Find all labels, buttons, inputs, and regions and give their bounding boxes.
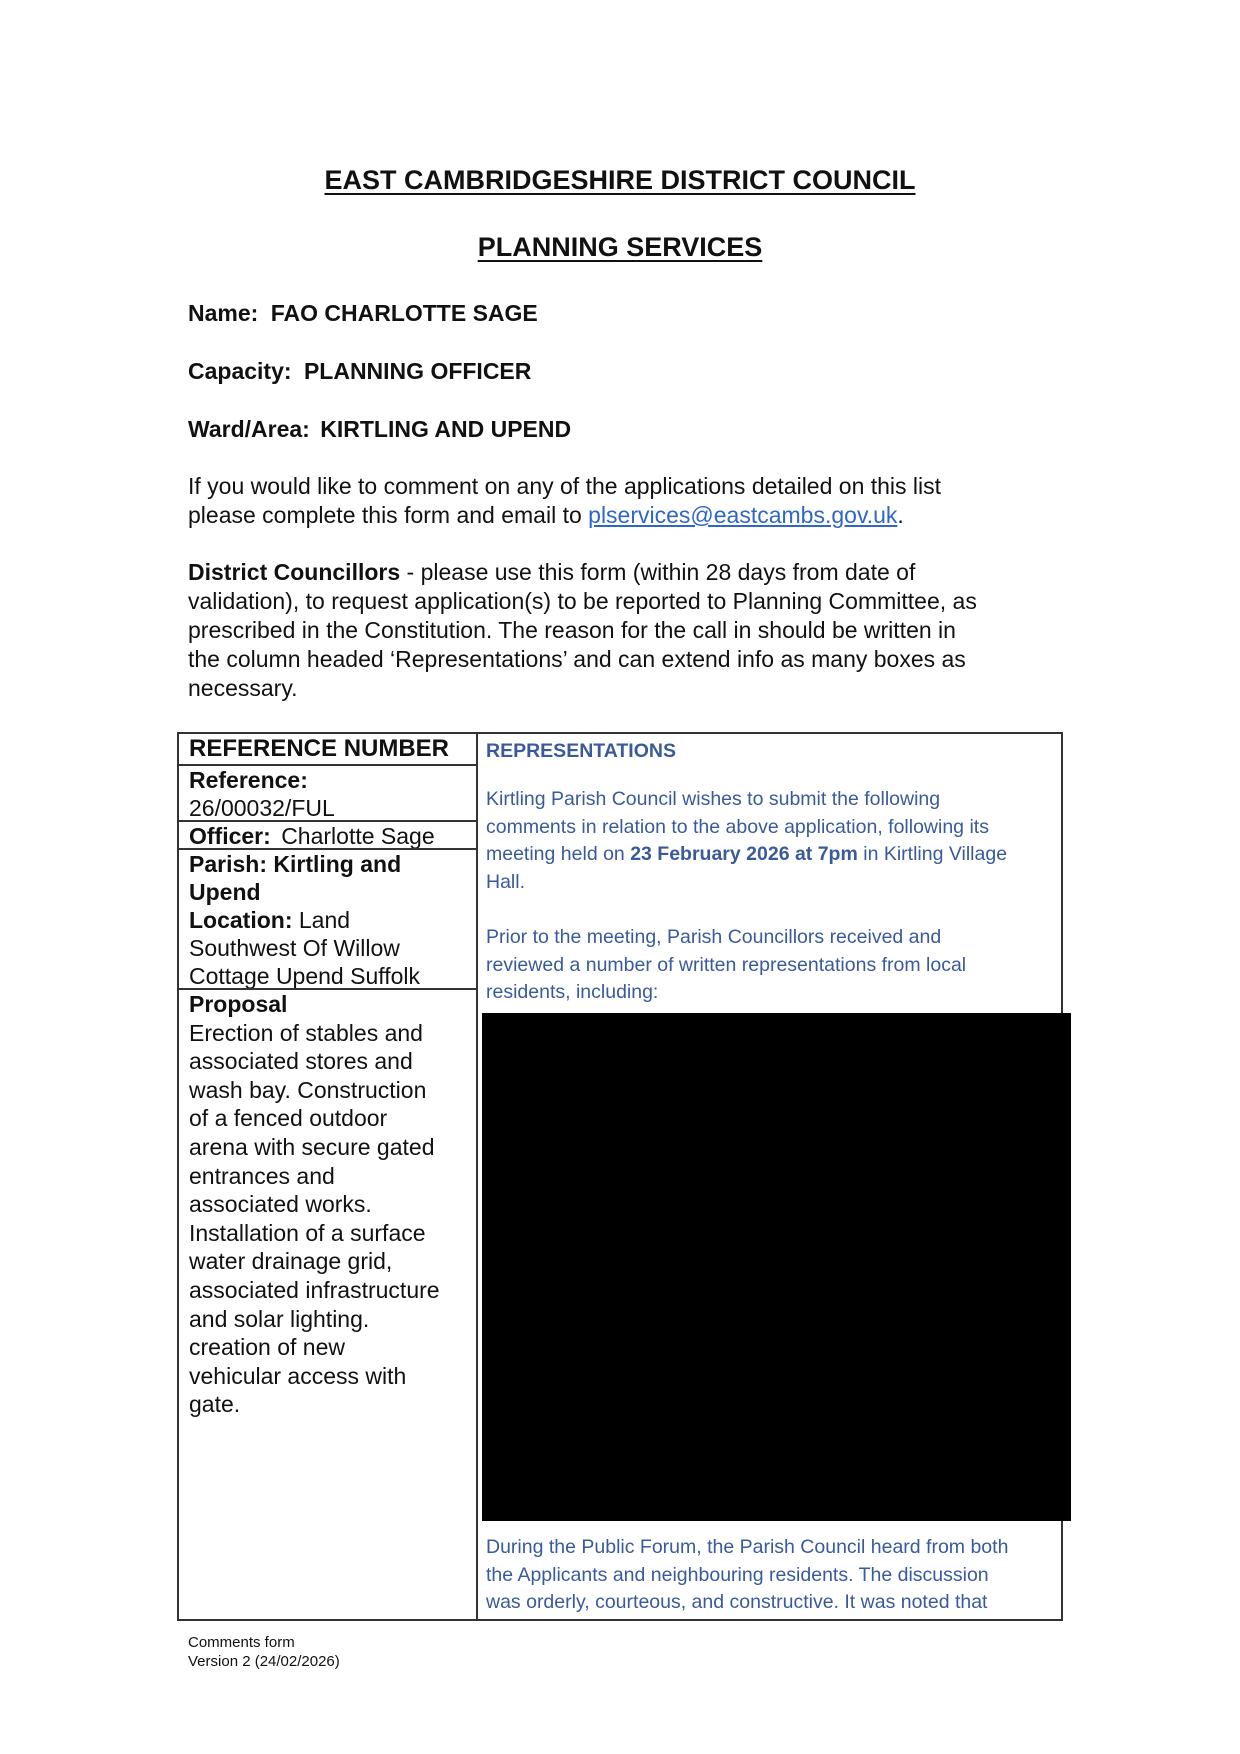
representations-header: REPRESENTATIONS — [486, 740, 676, 762]
proposal-line: gate. — [189, 1391, 241, 1418]
reference-number-header: REFERENCE NUMBER — [189, 735, 450, 762]
footer-version: Version 2 (24/02/2026) — [188, 1653, 340, 1670]
reference-value: 26/00032/FUL — [189, 795, 335, 821]
proposal-line: Installation of a surface — [189, 1219, 426, 1246]
footer — [188, 1633, 340, 1671]
meeting-date: 23 February 2026 at 7pm — [630, 843, 858, 865]
representations-paragraph-1: Kirtling Parish Council wishes to submit the following comments in relation to the above application, following its meeting held on 23 February 2026 at 7pm in Kirtling Village Hall. — [486, 788, 1008, 893]
location-label: Location: — [189, 907, 293, 933]
ward-field — [188, 416, 571, 443]
officer-label: Officer: — [189, 823, 271, 849]
reference-label: Reference: — [189, 767, 308, 793]
proposal-line: vehicular access with — [189, 1362, 407, 1389]
parish-line-1: Parish: Kirtling and — [189, 851, 402, 877]
name-value: FAO CHARLOTTE SAGE — [270, 300, 538, 326]
ward-label: Ward/Area: — [188, 416, 310, 442]
representations-paragraph-3: During the Public Forum, the Parish Council heard from both the Applicants and neighbouring residents. The discussion was orderly, courteous, and constructive. It was noted that — [486, 1536, 1009, 1613]
capacity-field — [188, 358, 531, 385]
proposal-line: of a fenced outdoor — [189, 1105, 388, 1132]
footer-form-name: Comments form — [188, 1634, 295, 1651]
proposal-line: associated infrastructure — [189, 1276, 440, 1303]
reference-cell — [179, 764, 476, 820]
application-details-column — [177, 732, 478, 1621]
proposal-line: arena with secure gated — [189, 1133, 435, 1160]
capacity-label: Capacity: — [188, 358, 292, 384]
proposal-line: and solar lighting. — [189, 1305, 370, 1332]
ward-value: KIRTLING AND UPEND — [320, 416, 572, 442]
location-line-2: Southwest Of Willow — [189, 935, 400, 961]
proposal-line: associated stores and — [189, 1048, 413, 1075]
email-link[interactable]: plservices@eastcambs.gov.uk — [588, 502, 898, 528]
proposal-cell — [179, 988, 476, 1619]
officer-value: Charlotte Sage — [281, 823, 435, 849]
name-field — [188, 300, 538, 327]
representations-paragraph-2: Prior to the meeting, Parish Councillors received and reviewed a number of written representations from local residents, including: — [486, 926, 967, 1003]
proposal-line: water drainage grid, — [189, 1248, 393, 1275]
intro-line-1: If you would like to comment on any of the applications detailed on this list — [188, 473, 942, 499]
intro-line-2: please complete this form and email to plservices@eastcambs.gov.uk. — [188, 502, 904, 528]
proposal-line: Erection of stables and — [189, 1019, 423, 1046]
councillors-paragraph — [188, 558, 1068, 703]
parish-line-2: Upend — [189, 879, 261, 905]
intro-paragraph — [188, 472, 1068, 530]
councillors-line-4: the column headed ‘Representations’ and can extend info as many boxes as — [188, 646, 966, 672]
councillors-line-3: prescribed in the Constitution. The reason for the call in should be written in — [188, 617, 956, 643]
name-label: Name: — [188, 300, 259, 326]
proposal-line: creation of new — [189, 1334, 345, 1361]
council-title: EAST CAMBRIDGESHIRE DISTRICT COUNCIL — [324, 165, 916, 195]
officer-cell — [179, 820, 476, 848]
councillors-lead: District Councillors — [188, 559, 401, 585]
proposal-line: entrances and — [189, 1162, 335, 1189]
capacity-value: PLANNING OFFICER — [303, 358, 532, 384]
department-title: PLANNING SERVICES — [477, 232, 763, 262]
location-line-3: Cottage Upend Suffolk — [189, 963, 421, 989]
proposal-line: associated works. — [189, 1191, 372, 1218]
councillors-line-5: necessary. — [188, 675, 298, 701]
location-line-1: Location: Land — [189, 907, 351, 933]
redaction-block — [482, 1013, 1071, 1521]
parish-location-cell — [179, 848, 476, 988]
proposal-label: Proposal — [189, 991, 288, 1017]
proposal-line: wash bay. Construction — [189, 1076, 427, 1103]
councillors-line-1: District Councillors - please use this form (within 28 days from date of — [188, 559, 916, 585]
councillors-line-2: validation), to request application(s) to be reported to Planning Committee, as — [188, 588, 977, 614]
